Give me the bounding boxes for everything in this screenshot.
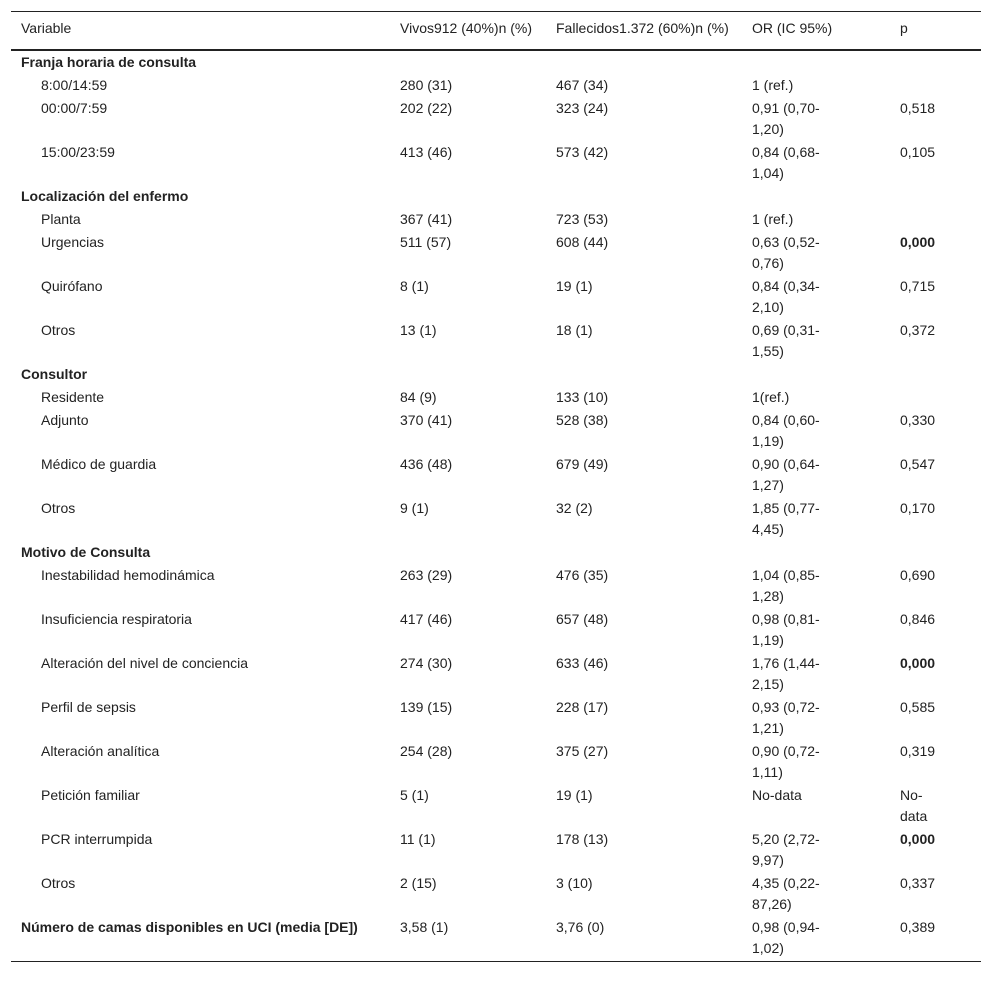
vivos-cell: 417 (46)	[400, 611, 453, 627]
or-cell-text: 0,98 (0,94-1,02)	[752, 919, 820, 956]
table-row	[11, 231, 981, 275]
results-table	[11, 11, 981, 962]
or-cell-text: 0,90 (0,64-1,27)	[752, 456, 820, 493]
or-cell-text: 0,63 (0,52-0,76)	[752, 234, 820, 271]
or-cell	[742, 453, 890, 497]
or-cell	[742, 608, 890, 652]
table-row	[11, 208, 981, 231]
variable-cell: Perfil de sepsis	[41, 699, 136, 715]
fallecidos-cell: 178 (13)	[556, 831, 609, 847]
fallecidos-cell: 19 (1)	[556, 787, 593, 803]
vivos-cell: 511 (57)	[400, 234, 452, 250]
fallecidos-cell: 3 (10)	[556, 875, 593, 891]
p-cell	[890, 275, 981, 319]
or-cell	[742, 916, 890, 962]
fallecidos-cell: 32 (2)	[556, 500, 593, 516]
vivos-cell: 84 (9)	[400, 389, 437, 405]
fallecidos-cell: 133 (10)	[556, 389, 609, 405]
p-cell-text: 0,330	[900, 412, 936, 428]
or-cell-text: 1,85 (0,77-4,45)	[752, 500, 820, 537]
p-cell-text: 0,389	[900, 919, 936, 935]
vivos-cell: 436 (48)	[400, 456, 453, 472]
p-cell-text: 0,690	[900, 567, 936, 583]
table-row	[11, 97, 981, 141]
variable-cell: Inestabilidad hemodinámica	[41, 567, 215, 583]
vivos-cell: 263 (29)	[400, 567, 453, 583]
fallecidos-cell: 633 (46)	[556, 655, 609, 671]
variable-cell: Médico de guardia	[41, 456, 157, 472]
p-cell-text: 0,000	[900, 655, 936, 671]
table-row	[11, 916, 981, 962]
variable-cell: Alteración del nivel de conciencia	[41, 655, 249, 671]
variable-cell: Alteración analítica	[41, 743, 160, 759]
fallecidos-cell: 528 (38)	[556, 412, 609, 428]
or-cell	[742, 872, 890, 916]
fallecidos-cell: 608 (44)	[556, 234, 609, 250]
or-cell	[742, 696, 890, 740]
or-cell	[742, 740, 890, 784]
p-cell-text: 0,518	[900, 100, 936, 116]
p-cell	[890, 74, 981, 97]
section-label: Franja horaria de consulta	[21, 54, 197, 70]
vivos-cell: 274 (30)	[400, 655, 453, 671]
or-cell-text: 0,90 (0,72-1,11)	[752, 743, 820, 780]
variable-cell: Adjunto	[41, 412, 89, 428]
variable-cell: Residente	[41, 389, 105, 405]
section-label: Consultor	[21, 366, 88, 382]
fallecidos-cell: 228 (17)	[556, 699, 609, 715]
table-row	[11, 319, 981, 363]
p-cell	[890, 97, 981, 141]
vivos-cell: 13 (1)	[400, 322, 437, 338]
vivos-cell: 139 (15)	[400, 699, 453, 715]
variable-cell: 00:00/7:59	[41, 100, 108, 116]
fallecidos-cell: 476 (35)	[556, 567, 609, 583]
vivos-cell: 280 (31)	[400, 77, 453, 93]
section-label: Localización del enfermo	[21, 188, 189, 204]
section-row	[11, 363, 981, 386]
or-cell-text: 0,84 (0,60-1,19)	[752, 412, 820, 449]
p-cell-text: 0,000	[900, 831, 936, 847]
or-cell-text: 1,04 (0,85-1,28)	[752, 567, 820, 604]
fallecidos-cell: 723 (53)	[556, 211, 609, 227]
header-or: OR (IC 95%)	[742, 12, 890, 51]
p-cell	[890, 828, 981, 872]
table-row	[11, 652, 981, 696]
or-cell	[742, 97, 890, 141]
header-vivos: Vivos912 (40%)n (%)	[390, 12, 546, 51]
p-cell	[890, 740, 981, 784]
vivos-cell: 3,58 (1)	[390, 916, 546, 962]
p-cell	[890, 696, 981, 740]
or-cell	[742, 784, 890, 828]
vivos-cell: 367 (41)	[400, 211, 453, 227]
variable-cell: Quirófano	[41, 278, 103, 294]
or-cell-text: 1(ref.)	[752, 389, 790, 405]
table-row	[11, 564, 981, 608]
p-cell	[890, 409, 981, 453]
p-cell	[890, 564, 981, 608]
or-cell	[742, 409, 890, 453]
vivos-cell: 2 (15)	[400, 875, 437, 891]
table-row	[11, 696, 981, 740]
header-fallecidos: Fallecidos1.372 (60%)n (%)	[546, 12, 742, 51]
vivos-cell: 202 (22)	[400, 100, 453, 116]
variable-cell: Insuficiencia respiratoria	[41, 611, 192, 627]
p-cell-text: 0,585	[900, 699, 936, 715]
table-row	[11, 608, 981, 652]
vivos-cell: 370 (41)	[400, 412, 453, 428]
fallecidos-cell: 3,76 (0)	[546, 916, 742, 962]
p-cell-text: 0,372	[900, 322, 936, 338]
p-cell	[890, 453, 981, 497]
table-body	[11, 50, 981, 962]
p-cell	[890, 319, 981, 363]
or-cell-text: 1 (ref.)	[752, 211, 794, 227]
or-cell-text: 4,35 (0,22-87,26)	[752, 875, 820, 912]
p-cell	[890, 784, 981, 828]
p-cell	[890, 386, 981, 409]
or-cell	[742, 564, 890, 608]
fallecidos-cell: 573 (42)	[556, 144, 609, 160]
vivos-cell: 5 (1)	[400, 787, 429, 803]
or-cell	[742, 319, 890, 363]
fallecidos-cell: 375 (27)	[556, 743, 609, 759]
table-row	[11, 872, 981, 916]
or-cell-text: 0,84 (0,34-2,10)	[752, 278, 820, 315]
or-cell	[742, 386, 890, 409]
table-row	[11, 497, 981, 541]
table-row	[11, 275, 981, 319]
p-cell-text: 0,319	[900, 743, 936, 759]
vivos-cell: 254 (28)	[400, 743, 453, 759]
p-cell-text: 0,337	[900, 875, 936, 891]
p-cell-text: 0,547	[900, 456, 936, 472]
variable-cell: Petición familiar	[41, 787, 140, 803]
section-label: Motivo de Consulta	[21, 544, 151, 560]
vivos-cell: 9 (1)	[400, 500, 429, 516]
table-row	[11, 740, 981, 784]
fallecidos-cell: 19 (1)	[556, 278, 593, 294]
variable-cell: Otros	[41, 500, 76, 516]
variable-cell: Planta	[41, 211, 81, 227]
table-row	[11, 409, 981, 453]
table-row	[11, 74, 981, 97]
or-cell	[742, 208, 890, 231]
or-cell	[742, 652, 890, 696]
table-row	[11, 386, 981, 409]
or-cell-text: 1 (ref.)	[752, 77, 794, 93]
or-cell-text: 0,69 (0,31-1,55)	[752, 322, 820, 359]
p-cell	[890, 141, 981, 185]
p-cell	[890, 208, 981, 231]
p-cell	[890, 872, 981, 916]
or-cell-text: No-data	[752, 787, 802, 803]
or-cell	[742, 497, 890, 541]
header-variable: Variable	[11, 12, 390, 51]
p-cell-text: 0,715	[900, 278, 936, 294]
or-cell	[742, 828, 890, 872]
p-cell	[890, 231, 981, 275]
vivos-cell: 8 (1)	[400, 278, 429, 294]
or-cell	[742, 141, 890, 185]
p-cell-text: 0,846	[900, 611, 936, 627]
p-cell	[890, 608, 981, 652]
or-cell-text: 0,98 (0,81-1,19)	[752, 611, 820, 648]
or-cell	[742, 74, 890, 97]
table-row	[11, 141, 981, 185]
fallecidos-cell: 323 (24)	[556, 100, 609, 116]
variable-cell: Urgencias	[41, 234, 105, 250]
p-cell-text: 0,105	[900, 144, 936, 160]
fallecidos-cell: 467 (34)	[556, 77, 609, 93]
or-cell	[742, 275, 890, 319]
p-cell-text: No-data	[900, 787, 928, 824]
section-row	[11, 50, 981, 74]
or-cell-text: 1,76 (1,44-2,15)	[752, 655, 820, 692]
variable-cell: 8:00/14:59	[41, 77, 108, 93]
section-row	[11, 541, 981, 564]
variable-cell: 15:00/23:59	[41, 144, 115, 160]
variable-cell: Número de camas disponibles en UCI (media [DE])	[11, 916, 390, 962]
or-cell	[742, 231, 890, 275]
p-cell-text: 0,000	[900, 234, 936, 250]
p-cell	[890, 652, 981, 696]
p-cell	[890, 497, 981, 541]
vivos-cell: 11 (1)	[400, 831, 436, 847]
p-cell-text: 0,170	[900, 500, 936, 516]
table-header	[11, 12, 981, 51]
variable-cell: PCR interrumpida	[41, 831, 153, 847]
table-row	[11, 784, 981, 828]
p-cell	[890, 916, 981, 962]
header-p: p	[890, 12, 981, 51]
or-cell-text: 0,84 (0,68-1,04)	[752, 144, 820, 181]
fallecidos-cell: 18 (1)	[556, 322, 593, 338]
table-row	[11, 828, 981, 872]
section-row	[11, 185, 981, 208]
table-container	[11, 11, 981, 962]
variable-cell: Otros	[41, 322, 76, 338]
table-row	[11, 453, 981, 497]
fallecidos-cell: 679 (49)	[556, 456, 609, 472]
or-cell-text: 5,20 (2,72-9,97)	[752, 831, 820, 868]
fallecidos-cell: 657 (48)	[556, 611, 609, 627]
or-cell-text: 0,91 (0,70-1,20)	[752, 100, 820, 137]
variable-cell: Otros	[41, 875, 76, 891]
vivos-cell: 413 (46)	[400, 144, 453, 160]
or-cell-text: 0,93 (0,72-1,21)	[752, 699, 820, 736]
